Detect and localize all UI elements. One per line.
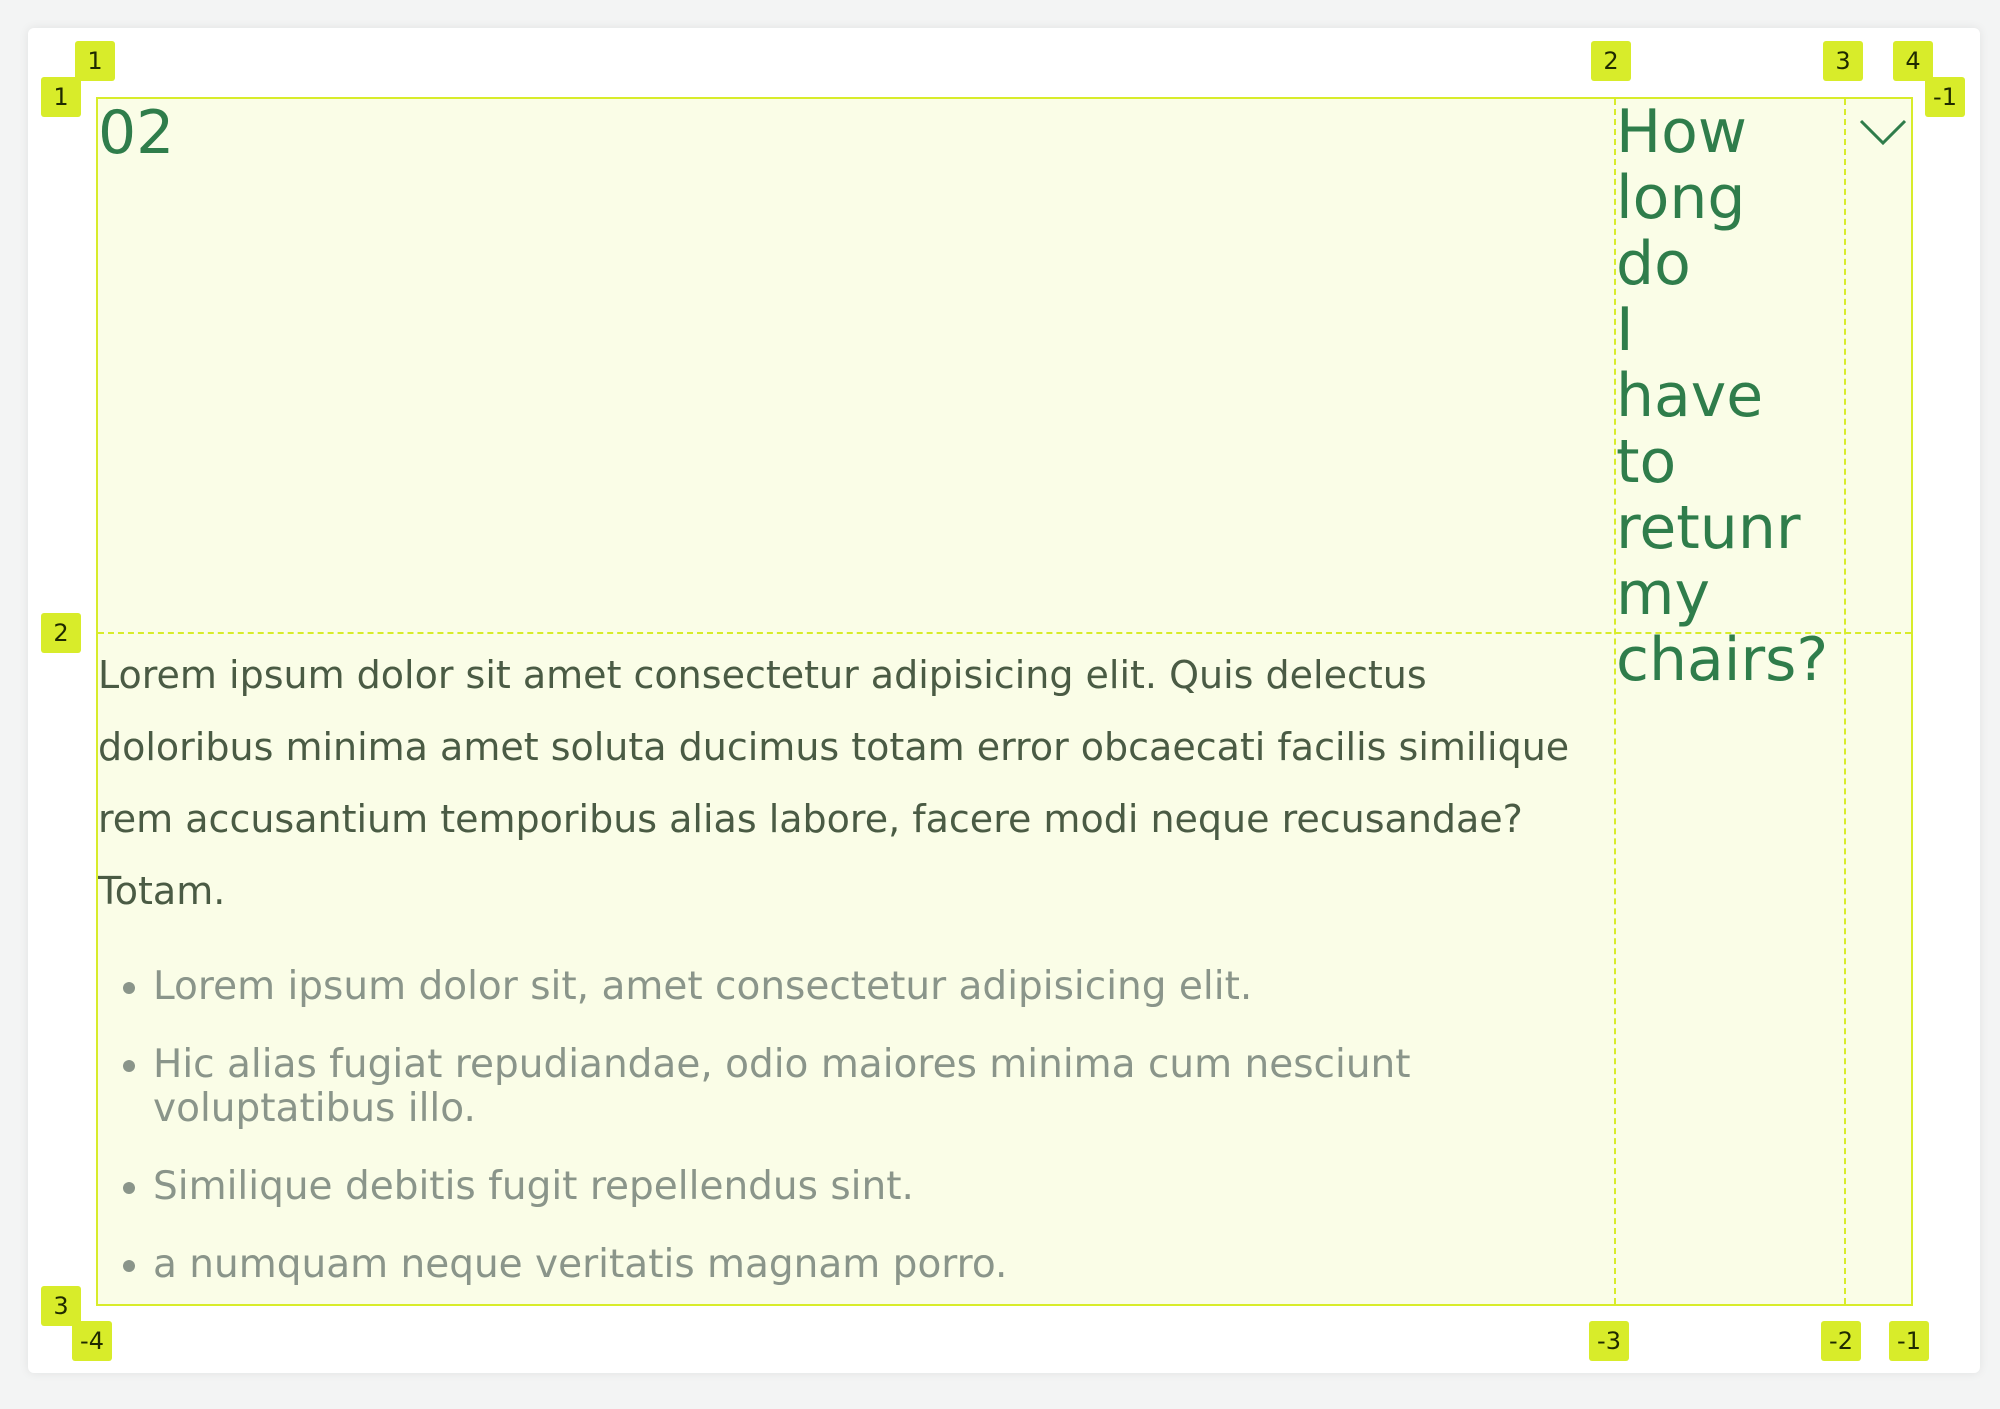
chevron-down-icon[interactable] <box>1853 111 1913 151</box>
grid-label-row-neg-1: -1 <box>1925 77 1965 117</box>
list-item: • a numquam neque veritatis magnam porro. <box>153 1243 1613 1287</box>
list-item: • Similique debitis fugit repellendus sint. <box>153 1165 1613 1209</box>
faq-answer <box>98 639 1613 1306</box>
grid-label-col-neg-4: -4 <box>72 1321 112 1361</box>
grid-label-row-3: 3 <box>41 1286 81 1326</box>
grid-label-col-3: 3 <box>1823 41 1863 81</box>
faq-number: 02 <box>98 98 175 168</box>
list-item: • Hic alias fugiat repudiandae, odio maiores minima cum nesciunt voluptatibus illo. <box>153 1043 1613 1131</box>
answer-list <box>98 965 1613 1287</box>
grid-label-col-1: 1 <box>75 41 115 81</box>
grid-label-col-neg-1: -1 <box>1889 1321 1929 1361</box>
grid-label-row-1: 1 <box>41 77 81 117</box>
grid-label-row-2: 2 <box>41 613 81 653</box>
grid-label-col-neg-2: -2 <box>1821 1321 1861 1361</box>
faq-item-grid <box>96 97 1913 1306</box>
grid-label-col-neg-3: -3 <box>1589 1321 1629 1361</box>
answer-paragraph: Lorem ipsum dolor sit amet consectetur adipisicing elit. Quis delectus doloribus minima amet soluta ducimus totam error obcaecati facilis similique rem accusantium temporibus alias labore, facere modi neque recusandae? Totam. <box>98 653 1570 913</box>
grid-label-col-4: 4 <box>1893 41 1933 81</box>
list-item: • Lorem ipsum dolor sit, amet consectetur adipisicing elit. <box>153 965 1613 1009</box>
faq-question[interactable]: How long do I have to retunr my chairs? <box>1616 97 1829 695</box>
grid-label-col-2: 2 <box>1591 41 1631 81</box>
